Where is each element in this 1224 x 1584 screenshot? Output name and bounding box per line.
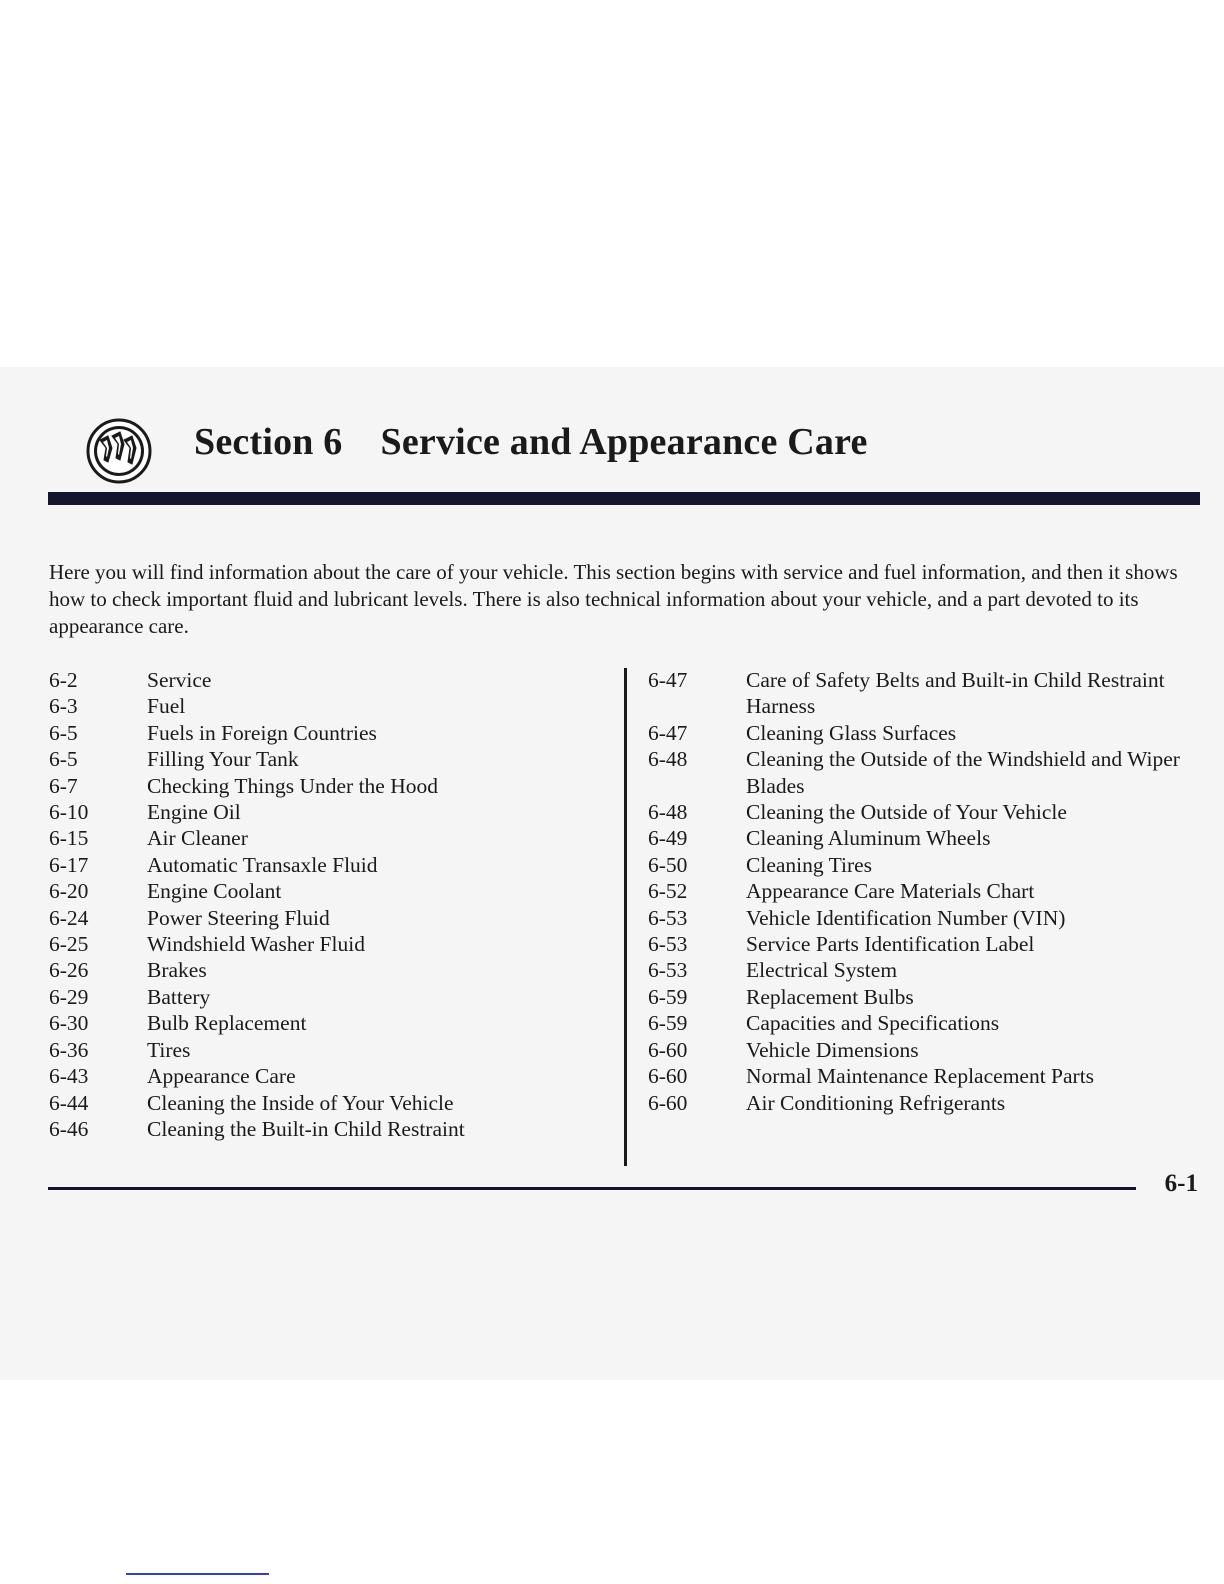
toc-entry[interactable] (49, 931, 609, 957)
toc-entry-title: Appearance Care Materials Chart (746, 879, 1035, 904)
toc-entry[interactable] (648, 984, 1208, 1010)
intro-paragraph: Here you will find information about the care of your vehicle. This section begins with service and fuel information, and then it shows how to check important fluid and lubricant levels. There is also technical information about your vehicle, and a part devoted to its appearance care. (49, 560, 1178, 638)
toc-entry-title: Battery (147, 984, 211, 1009)
toc-entry[interactable] (648, 878, 1208, 904)
toc-entry-title: Fuels in Foreign Countries (147, 720, 377, 745)
toc-page-number: 6-47 (648, 668, 688, 692)
toc-page-number: 6-59 (648, 984, 688, 1009)
toc-page-number: 6-60 (648, 1037, 688, 1062)
toc-entry[interactable] (648, 852, 1208, 878)
toc-entry-title: Cleaning the Outside of the Windshield and Wiper Blades (746, 747, 1180, 798)
toc-entry-title: Automatic Transaxle Fluid (147, 852, 378, 877)
toc-entry[interactable] (49, 1090, 609, 1116)
toc-entry[interactable] (49, 984, 609, 1010)
toc-entry[interactable] (49, 852, 609, 878)
toc-entry[interactable] (648, 905, 1208, 931)
toc-page-number: 6-25 (49, 932, 89, 957)
toc-entry[interactable] (49, 720, 609, 746)
toc-entry-title: Windshield Washer Fluid (147, 932, 365, 957)
toc-page-number: 6-53 (648, 958, 688, 983)
toc-entry[interactable] (49, 799, 609, 825)
toc-entry[interactable] (648, 1063, 1208, 1089)
column-divider (624, 668, 627, 1166)
toc-entry[interactable] (49, 773, 609, 799)
toc-entry-title: Vehicle Dimensions (746, 1037, 919, 1062)
toc-page-number: 6-59 (648, 1011, 688, 1036)
page-title (194, 420, 868, 464)
toc-page-number: 6-53 (648, 932, 688, 957)
toc-entry[interactable] (49, 905, 609, 931)
toc-page-number: 6-43 (49, 1064, 89, 1089)
toc-entry-title: Bulb Replacement (147, 1011, 307, 1036)
toc-entry[interactable] (648, 799, 1208, 825)
toc-entry-title: Checking Things Under the Hood (147, 773, 439, 798)
toc-entry-title: Cleaning the Built-in Child Restraint (147, 1116, 465, 1141)
toc-entry[interactable] (648, 1037, 1208, 1063)
toc-entry[interactable] (648, 720, 1208, 746)
page-number: 6-1 (1164, 1170, 1198, 1197)
toc-entry-title: Cleaning Glass Surfaces (746, 720, 957, 745)
footer-divider (48, 1187, 1136, 1190)
toc-page-number: 6-30 (49, 1011, 89, 1036)
toc-entry[interactable] (49, 693, 609, 719)
toc-entry-title: Capacities and Specifications (746, 1011, 1000, 1036)
footer-link-underline (126, 1573, 269, 1575)
toc-page-number: 6-3 (49, 694, 78, 719)
toc-page-number: 6-47 (648, 720, 688, 745)
toc-entry-title: Power Steering Fluid (147, 905, 330, 930)
toc-page-number: 6-46 (49, 1116, 89, 1141)
toc-entry[interactable] (648, 1090, 1208, 1116)
toc-entry-title: Vehicle Identification Number (VIN) (746, 905, 1066, 930)
toc-page-number: 6-29 (49, 984, 89, 1009)
buick-logo-icon (86, 418, 152, 484)
toc-left-column (49, 667, 609, 1142)
toc-page-number: 6-60 (648, 1064, 688, 1089)
toc-entry-title: Engine Coolant (147, 879, 282, 904)
toc-page-number: 6-7 (49, 773, 78, 798)
toc-entry-title: Brakes (147, 958, 207, 983)
toc-page-number: 6-44 (49, 1090, 89, 1115)
toc-entry-title: Electrical System (746, 958, 898, 983)
toc-entry[interactable] (49, 957, 609, 983)
toc-page-number: 6-52 (648, 879, 688, 904)
toc-entry[interactable] (49, 746, 609, 772)
toc-entry[interactable] (49, 1010, 609, 1036)
toc-entry[interactable] (648, 931, 1208, 957)
toc-page-number: 6-17 (49, 852, 89, 877)
toc-entry-title: Replacement Bulbs (746, 984, 914, 1009)
header-divider (48, 492, 1200, 505)
toc-page-number: 6-5 (49, 720, 78, 745)
toc-page-number: 6-48 (648, 800, 688, 825)
toc-page-number: 6-10 (49, 800, 89, 825)
toc-page-number: 6-15 (49, 826, 89, 851)
toc-page-number: 6-20 (49, 879, 89, 904)
toc-entry-title: Air Conditioning Refrigerants (746, 1090, 1006, 1115)
toc-entry-title: Care of Safety Belts and Built-in Child Restraint Harness (746, 668, 1165, 719)
toc-entry-title: Cleaning Aluminum Wheels (746, 826, 991, 851)
toc-page-number: 6-53 (648, 905, 688, 930)
toc-entry-title: Service (147, 668, 212, 692)
toc-entry[interactable] (648, 746, 1208, 799)
toc-page-number: 6-24 (49, 905, 89, 930)
toc-page-number: 6-49 (648, 826, 688, 851)
section-title: Service and Appearance Care (380, 421, 868, 463)
toc-page-number: 6-36 (49, 1037, 89, 1062)
toc-entry-title: Filling Your Tank (147, 747, 299, 772)
toc-page-number: 6-26 (49, 958, 89, 983)
toc-entry-title: Appearance Care (147, 1064, 296, 1089)
toc-entry[interactable] (648, 825, 1208, 851)
toc-entry-title: Service Parts Identification Label (746, 932, 1035, 957)
toc-entry[interactable] (49, 878, 609, 904)
toc-entry[interactable] (49, 667, 609, 693)
toc-entry-title: Cleaning the Inside of Your Vehicle (147, 1090, 454, 1115)
toc-entry-title: Fuel (147, 694, 186, 719)
toc-entry-title: Air Cleaner (147, 826, 248, 851)
toc-entry-title: Engine Oil (147, 800, 241, 825)
toc-page-number: 6-48 (648, 747, 688, 772)
toc-entry-title: Cleaning Tires (746, 852, 873, 877)
toc-entry-title: Tires (147, 1037, 191, 1062)
toc-entry[interactable] (648, 667, 1208, 720)
toc-entry[interactable] (49, 1116, 609, 1142)
toc-right-column (648, 667, 1208, 1116)
toc-entry-title: Cleaning the Outside of Your Vehicle (746, 800, 1067, 825)
toc-page-number: 6-5 (49, 747, 78, 772)
toc-entry[interactable] (648, 957, 1208, 983)
toc-entry-title: Normal Maintenance Replacement Parts (746, 1064, 1095, 1089)
toc-entry[interactable] (49, 1063, 609, 1089)
section-label: Section 6 (194, 421, 343, 463)
toc-page-number: 6-50 (648, 852, 688, 877)
toc-page-number: 6-60 (648, 1090, 688, 1115)
toc-entry[interactable] (49, 1037, 609, 1063)
toc-entry[interactable] (648, 1010, 1208, 1036)
toc-page-number: 6-2 (49, 668, 78, 692)
toc-entry[interactable] (49, 825, 609, 851)
